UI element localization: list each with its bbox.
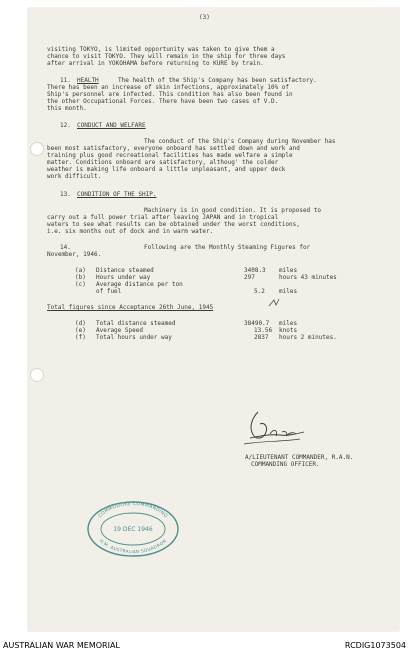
totals-unit-e: knots xyxy=(279,327,298,334)
punch-hole-top xyxy=(30,142,44,156)
para-top-line-1: visiting TOKYO, is limited opportunity was taken to give them a xyxy=(47,46,275,53)
p11-line-4: the other Occupational Forces. There have been two cases of V.D. xyxy=(47,98,279,105)
footer-right: RCDIG1073504 xyxy=(344,641,406,650)
totals-value-e: 13.56 xyxy=(254,327,273,334)
para-top-line-2: chance to visit TOKYO. They will remain in the ship for three days xyxy=(47,53,286,60)
p11-number: 11. xyxy=(60,77,71,84)
punch-hole-bottom xyxy=(30,368,44,382)
p11-line-1: The health of the Ship's Company has been satisfactory. xyxy=(118,77,317,84)
monthly-letter-c: (c) xyxy=(75,281,86,288)
monthly-unit-c: miles xyxy=(279,288,298,295)
stamp-top-text: COMMODORE COMMANDING xyxy=(97,501,169,520)
handwritten-mark-icon xyxy=(268,298,280,308)
monthly-letter-a: (a) xyxy=(75,267,86,274)
svg-text:COMMODORE COMMANDING xyxy=(97,501,169,519)
monthly-value-a: 3408.3 xyxy=(244,267,266,274)
totals-unit-d: miles xyxy=(279,320,298,327)
monthly-label-b: Hours under way xyxy=(96,274,151,281)
p13-number: 13. xyxy=(60,191,71,198)
totals-letter-e: (e) xyxy=(75,327,86,334)
totals-label-e: Average Speed xyxy=(96,327,143,334)
footer-bar xyxy=(0,638,410,654)
p11-line-3: Ship's personnel are infected. This condition has also been found in xyxy=(47,91,293,98)
para-top-line-3: after arrival in YOKOHAMA before returning to KURE by train. xyxy=(47,60,264,67)
p12-line-3: training plus good recreational facilities has made welfare a simple xyxy=(47,152,293,159)
p13-line-3: waters to see what results can be obtained under the worst conditions, xyxy=(47,221,300,228)
p13-line-2: carry out a full power trial after leaving JAPAN and in tropical xyxy=(47,214,279,221)
p13-heading: CONDITION OF THE SHIP. xyxy=(77,191,157,198)
p12-number: 12. xyxy=(60,122,71,129)
p13-line-4: i.e. six months out of dock and in warm water. xyxy=(47,228,214,235)
stamp-bottom-text: H.M. AUSTRALIAN SQUADRON xyxy=(98,538,168,555)
p13-line-1: Machinery is in good condition. It is proposed to xyxy=(144,207,322,214)
monthly-label-c: Average distance per ton xyxy=(96,281,183,288)
p12-line-1: The conduct of the Ship's Company during November has xyxy=(144,138,336,145)
p14-line-2: November, 1946. xyxy=(47,251,102,258)
totals-letter-f: (f) xyxy=(75,334,86,341)
p12-line-2: been most satisfactory, everyone onboard has settled down and work and xyxy=(47,145,300,152)
commodore-stamp-icon xyxy=(86,497,180,557)
stamp-date: 19 DEC 1946 xyxy=(113,526,153,533)
totals-label-d: Total distance steamed xyxy=(96,320,176,327)
page-number: (3) xyxy=(199,14,210,21)
p14-number: 14. xyxy=(60,244,71,251)
monthly-label-a: Distance steamed xyxy=(96,267,154,274)
monthly-unit-b: hours 43 minutes xyxy=(279,274,337,281)
totals-label-f: Total hours under way xyxy=(96,334,172,341)
totals-heading: Total figures since Acceptance 26th June, 1945 xyxy=(47,304,214,311)
p12-heading: CONDUCT AND WELFARE xyxy=(77,122,146,129)
p11-heading: HEALTH xyxy=(77,77,99,84)
monthly-label-c-cont: of fuel xyxy=(96,288,122,295)
monthly-unit-a: miles xyxy=(279,267,298,274)
p11-line-5: this month. xyxy=(47,105,87,112)
totals-letter-d: (d) xyxy=(75,320,86,327)
monthly-letter-b: (b) xyxy=(75,274,86,281)
totals-value-f: 2837 xyxy=(254,334,269,341)
footer-left: AUSTRALIAN WAR MEMORIAL xyxy=(3,641,120,650)
p14-line-1: Following are the Monthly Steaming Figures for xyxy=(144,244,311,251)
p11-line-2: There has been an increase of skin infections, approximately 10% of xyxy=(47,84,290,91)
totals-unit-f: hours 2 minutes. xyxy=(279,334,337,341)
totals-value-d: 38490.7 xyxy=(244,320,270,327)
signature-title: COMMANDING OFFICER. xyxy=(251,461,320,468)
p12-line-6: work difficult. xyxy=(47,173,102,180)
signature-rank: A/LIEUTENANT COMMANDER, R.A.N. xyxy=(245,454,354,461)
p12-line-4: matter. Conditions onboard are satisfactory, althoug' the colder xyxy=(47,159,279,166)
p12-line-5: weather is making life onboard a little unpleasant, and upper deck xyxy=(47,166,286,173)
handwritten-signature-icon xyxy=(240,408,320,448)
monthly-value-b: 297 xyxy=(244,274,255,281)
monthly-value-c: 5.2 xyxy=(254,288,265,295)
